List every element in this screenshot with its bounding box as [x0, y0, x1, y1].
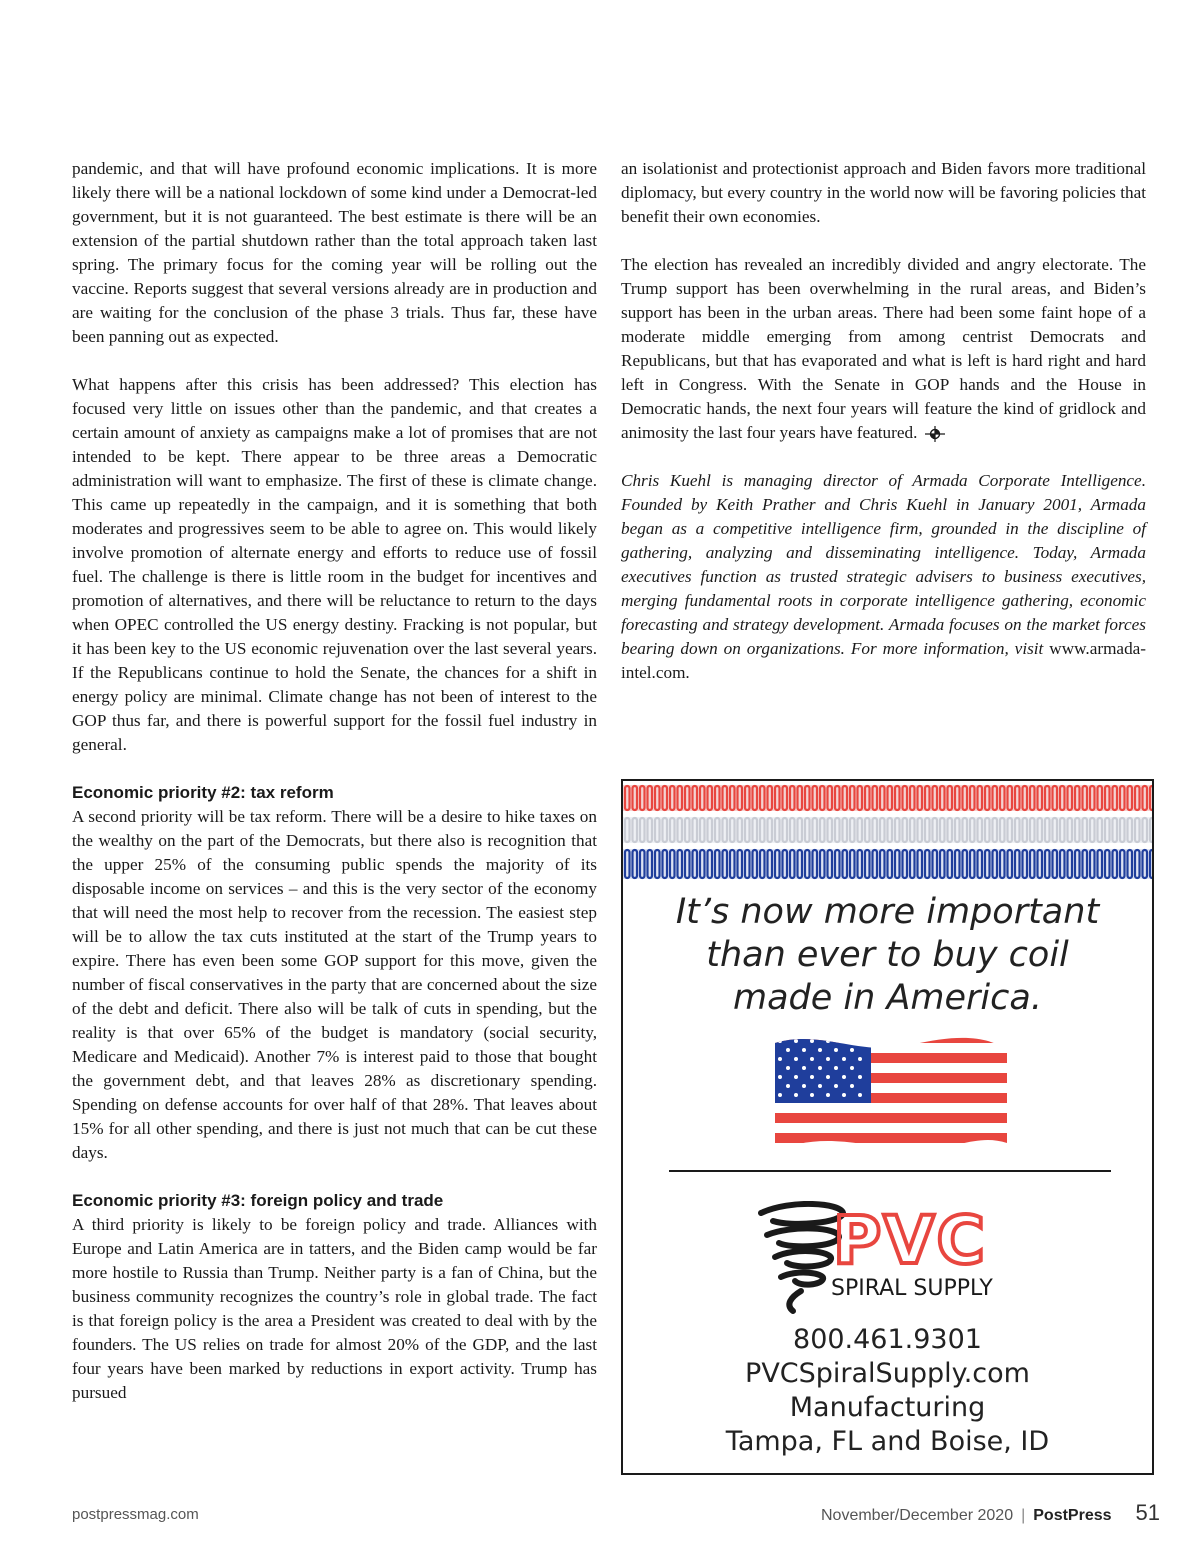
- logo-subtext: SPIRAL SUPPLY: [831, 1276, 993, 1301]
- footer-separator: |: [1021, 1507, 1026, 1524]
- ad-website[interactable]: PVCSpiralSupply.com: [745, 1358, 1030, 1389]
- crosshair-end-mark-icon: [925, 426, 945, 442]
- ad-contact-block: [623, 1323, 1152, 1459]
- spiral-coils-image: [623, 781, 1154, 883]
- ad-headline-line: It’s now more important: [675, 892, 1100, 932]
- footer-website[interactable]: postpressmag.com: [72, 1506, 199, 1523]
- footer-brand: PostPress: [1033, 1507, 1112, 1524]
- left-column: [72, 157, 597, 1429]
- footer-issue-info: [821, 1500, 1160, 1526]
- footer-issue: November/December 2020: [821, 1507, 1014, 1524]
- ad-headline-line: than ever to buy coil: [706, 935, 1069, 975]
- paragraph: pandemic, and that will have profound economic implications. It is more likely there will be a national lockdown of some kind under a Democrat-led government, but it is not guaranteed. The best estimate is there will be an extension of the partial shutdown rather than the total approach taken last spring. The primary focus for the coming year will be rolling out the vaccine. Reports suggest that several versions already are in production and are waiting for the conclusion of the phase 3 trials. Thus far, these have been panning out as expected.: [72, 159, 597, 346]
- logo-pvc-text: PVC: [833, 1202, 987, 1279]
- paragraph: A third priority is likely to be foreign policy and trade. Alliances with Europe and Latin America are in tatters, and the Biden camp would be far more hostile to Russia than Trump. Neither party is a fan of China, but the business community recognizes the country’s role in global trade. The fact is that foreign policy is the area a President was created to deal with by the founders. The US relies on trade for almost 20% of the GDP, and the last four years have been marked by reductions in export activity. Trump has pursued: [72, 1215, 597, 1402]
- paragraph: [621, 157, 1146, 229]
- ad-divider: [669, 1170, 1111, 1172]
- pvc-spiral-supply-ad[interactable]: [621, 779, 1154, 1475]
- author-bio: [621, 469, 1146, 685]
- paragraph: A second priority will be tax reform. There will be a desire to hike taxes on the wealthy on the part of the Democrats, but there also is recognition that the upper 25% of the consuming public spends the majority of its disposable income on services – and this is the very sector of the economy that will need the most help to recover from the recession. The easiest step will be to allow the tax cuts instituted at the start of the Trump years to expire. There has even been some GOP support for this move, given the number of fiscal conservatives in the party that are concerned about the size of the debt and deficit. There also will be talk of cuts in spending, but the reality is that over 65% of the budget is mandatory (social security, Medicare and Medicaid). Another 7% is interest paid to those that bought the government debt, and that leaves 28% as discretionary spending. Spending on defense accounts for over half of that 28%. That leaves about 15% for all other spending, and there is just not much that can be cut these days.: [72, 807, 597, 1162]
- us-flag-icon: [771, 1033, 1011, 1161]
- section-heading: Economic priority #2: tax reform: [72, 783, 334, 802]
- page-number: 51: [1135, 1500, 1160, 1525]
- paragraph: [621, 253, 1146, 445]
- ad-headline: [623, 891, 1152, 1020]
- ad-phone[interactable]: 800.461.9301: [793, 1324, 982, 1355]
- ad-locations: Tampa, FL and Boise, ID: [725, 1426, 1050, 1457]
- author-website-link[interactable]: www.armada-intel.com.: [621, 639, 1147, 682]
- paragraph-text: an isolationist and protectionist approach and Biden favors more traditional diplomacy, but every country in the world now will be favoring policies that benefit their own economies.: [621, 159, 1146, 226]
- ad-tagline: Manufacturing: [789, 1392, 986, 1423]
- section-heading: Economic priority #3: foreign policy and trade: [72, 1191, 444, 1210]
- paragraph-text: The election has revealed an incredibly divided and angry electorate. The Trump support has been overwhelming in the rural areas, and Biden’s support has been in the urban areas. There had been some faint hope of a moderate middle emerging from among centrist Democrats and Republicans, but that has evaporated and what is left is hard right and hard left in Congress. With the Senate in GOP hands and the House in Democratic hands, the next four years will feature the kind of gridlock and animosity the last four years have featured.: [621, 255, 1146, 442]
- author-bio-text: Chris Kuehl is managing director of Armada Corporate Intelligence. Founded by Keith Prather and Chris Kuehl in January 2001, Armada began as a competitive intelligence firm, grounded in the discipline of gathering, analyzing and disseminating intelligence. Today, Armada executives function as trusted strategic advisers to business executives, merging fundamental roots in corporate intelligence gathering, economic forecasting and strategy development. Armada focuses on the market forces bearing down on organizations. For more information, visit: [621, 471, 1146, 658]
- pvc-spiral-supply-logo: [751, 1201, 1041, 1316]
- paragraph: What happens after this crisis has been addressed? This election has focused very little on issues other than the pandemic, and that creates a certain amount of anxiety as campaigns make a lot of promises that are not intended to be kept. There appear to be three areas a Democratic administration will want to emphasize. The first of these is climate change. This came up repeatedly in the campaign, and it is something that both moderates and progressives seem to be able to agree on. This would likely involve promotion of alternate energy and efforts to reduce use of fossil fuel. The challenge is there is little room in the budget for incentives and promotion of alternatives, and there will be reluctance to return to the days when OPEC controlled the US energy destiny. Fracking is not popular, but it has been key to the US economic rejuvenation over the last several years. If the Republicans continue to hold the Senate, the chances for a shift in energy policy are minimal. Climate change has not been of interest to the GOP thus far, and there is powerful support for the fossil fuel industry in general.: [72, 375, 597, 754]
- right-column: [621, 157, 1146, 709]
- ad-headline-line: made in America.: [733, 978, 1042, 1018]
